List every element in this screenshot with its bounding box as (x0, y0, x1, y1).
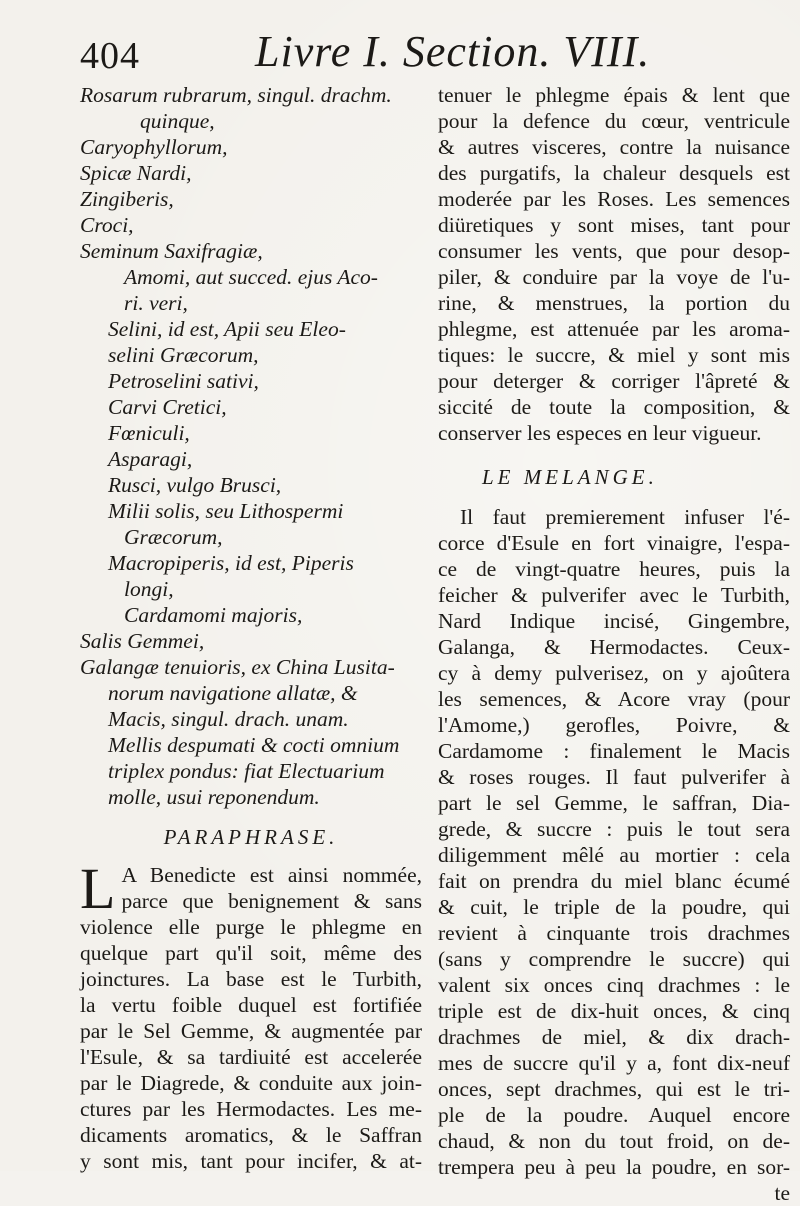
recipe-line: Milii solis, seu Lithospermi (108, 499, 344, 523)
continuation-line: tenuer le phlegme épais & lent que (438, 83, 790, 107)
melange-line: trempera peu à peu la poudre, en sor- (438, 1155, 790, 1179)
recipe-line: Salis Gemmei, (80, 629, 205, 653)
melange-line: cy à demy pulverisez, on y ajoûtera (438, 661, 790, 685)
paraphrase-line: A Benedicte est ainsi nommée, (121, 863, 422, 887)
paraphrase-line: par le Diagrede, & conduite aux join- (80, 1071, 422, 1095)
melange-line: part le sel Gemme, le saffran, Dia- (438, 791, 790, 815)
recipe-line: Selini, id est, Apii seu Eleo- (108, 317, 346, 341)
recipe-line: Seminum Saxifragiæ, (80, 239, 263, 263)
melange-line: corce d'Esule en fort vinaigre, l'espa- (438, 531, 790, 555)
recipe-line: Græcorum, (124, 525, 223, 549)
recipe-line: Rusci, vulgo Brusci, (108, 473, 282, 497)
melange-line: Cardamome : finalement le Macis (438, 739, 790, 763)
recipe-line: Croci, (80, 213, 134, 237)
recipe-line: Fœniculi, (108, 421, 190, 445)
continuation-line: conserver les especes en leur vigueur. (438, 421, 762, 445)
melange-line: Il faut premierement infuser l'é- (460, 505, 790, 529)
melange-line: Galanga, & Hermodactes. Ceux- (438, 635, 790, 659)
continuation-line: tiques: le succre, & miel y sont mis (438, 343, 790, 367)
recipe-line: quinque, (140, 109, 215, 133)
melange-line: & roses rouges. Il faut pulverifer à (438, 765, 790, 789)
melange-line: ple de la poudre. Auquel encore (438, 1103, 790, 1127)
melange-line: grede, & succre : puis le tout sera (438, 817, 790, 841)
melange-line: revient à cinquante trois drachmes (438, 921, 790, 945)
continuation-line: & autres visceres, contre la nuisance (438, 135, 790, 159)
melange-paragraph (438, 504, 790, 1206)
continuation-line: piler, & conduire par la voye de l'u- (438, 265, 790, 289)
melange-line: l'Amome,) gerofles, Poivre, & (438, 713, 790, 737)
melange-line: triple est de dix-huit onces, & cinq (438, 999, 790, 1023)
recipe-line: Carvi Cretici, (108, 395, 227, 419)
recipe-line: Petroselini sativi, (108, 369, 259, 393)
continuation-paragraph (438, 82, 790, 446)
continuation-line: rine, & menstrues, la portion du (438, 291, 790, 315)
recipe-line: molle, usui reponendum. (108, 785, 320, 809)
paraphrase-line: par le Sel Gemme, & augmentée par (80, 1019, 422, 1043)
recipe-line: Amomi, aut succed. ejus Aco- (124, 265, 378, 289)
recipe-line: selini Græcorum, (108, 343, 259, 367)
melange-line: feicher & pulverifer avec le Turbith, (438, 583, 790, 607)
melange-line: les semences, & Acore vray (pour (438, 687, 790, 711)
recipe-line: Asparagi, (108, 447, 193, 471)
right-column (438, 82, 790, 1206)
catchword: te (774, 1181, 790, 1205)
recipe-line: Rosarum rubrarum, singul. drachm. (80, 83, 392, 107)
melange-line: chaud, & non du tout froid, on de- (438, 1129, 790, 1153)
paraphrase-line: y sont mis, tant pour incifer, & at- (80, 1149, 422, 1173)
paraphrase-line: ctures par les Hermodactes. Les me- (80, 1097, 422, 1121)
paraphrase-line: la vertu foible duquel est fortifiée (80, 993, 422, 1017)
continuation-line: moderée par les Roses. Les semences (438, 187, 790, 211)
continuation-line: phlegme, est attenuée par les aroma- (438, 317, 790, 341)
continuation-line: consumer les vents, que pour desop- (438, 239, 790, 263)
recipe-line: Caryophyllorum, (80, 135, 228, 159)
page-number: 404 (80, 35, 140, 77)
paraphrase-line: parce que benignement & sans (121, 889, 422, 913)
recipe-line: ri. veri, (124, 291, 188, 315)
section-heading-paraphrase: PARAPHRASE. (163, 825, 339, 849)
paraphrase-line: dicaments aromatics, & le Saffran (80, 1123, 422, 1147)
melange-line: ce de vingt-quatre heures, puis la (438, 557, 790, 581)
melange-line: Nard Indique incisé, Gingembre, (438, 609, 790, 633)
melange-line: (sans y comprendre le succre) qui (438, 947, 790, 971)
recipe-line: Mellis despumati & cocti omnium (108, 733, 400, 757)
continuation-line: pour la defence du cœur, ventricule (438, 109, 790, 133)
paraphrase-line: l'Esule, & sa tardiuité est accelerée (80, 1045, 422, 1069)
paraphrase-line: quelque part qu'il soit, même des (80, 941, 422, 965)
melange-line: valent six onces cinq drachmes : le (438, 973, 790, 997)
paraphrase-line: violence elle purge le phlegme en (80, 915, 422, 939)
melange-line: mes de succre qu'il y a, font dix-neuf (438, 1051, 790, 1075)
melange-line: diligemment mêlé au mortier : cela (438, 843, 790, 867)
recipe-line: Zingiberis, (80, 187, 174, 211)
left-column (80, 82, 422, 1174)
page-header (80, 22, 780, 76)
paraphrase-line: joinctures. La base est le Turbith, (80, 967, 422, 991)
continuation-line: des purgatifs, la chaleur desquels est (438, 161, 790, 185)
continuation-line: pour deterger & corriger l'âpreté & (438, 369, 790, 393)
recipe-line: norum navigatione allatæ, & (108, 681, 358, 705)
recipe-line: triplex pondus: fiat Electuarium (108, 759, 385, 783)
recipe-line: Macis, singul. drach. unam. (108, 707, 349, 731)
continuation-line: diüretiques y sont mises, tant pour (438, 213, 790, 237)
paraphrase-paragraph (80, 856, 422, 1174)
continuation-line: siccité de toute la composition, & (438, 395, 790, 419)
melange-line: drachmes de miel, & dix drach- (438, 1025, 790, 1049)
recipe-line: Galangæ tenuioris, ex China Lusita- (80, 655, 395, 679)
melange-line: & cuit, le triple de la poudre, qui (438, 895, 790, 919)
drop-cap: L (80, 856, 116, 921)
running-title: Livre I. Section. VIII. (255, 27, 651, 76)
melange-line: onces, sept drachmes, qui est le tri- (438, 1077, 790, 1101)
recipe-line: Macropiperis, id est, Piperis (108, 551, 354, 575)
recipe-line: longi, (124, 577, 174, 601)
section-heading-melange: LE MELANGE. (482, 465, 658, 489)
melange-line: fait on prendra du miel blanc écumé (438, 869, 790, 893)
recipe-line: Spicæ Nardi, (80, 161, 192, 185)
recipe-line: Cardamomi majoris, (124, 603, 303, 627)
